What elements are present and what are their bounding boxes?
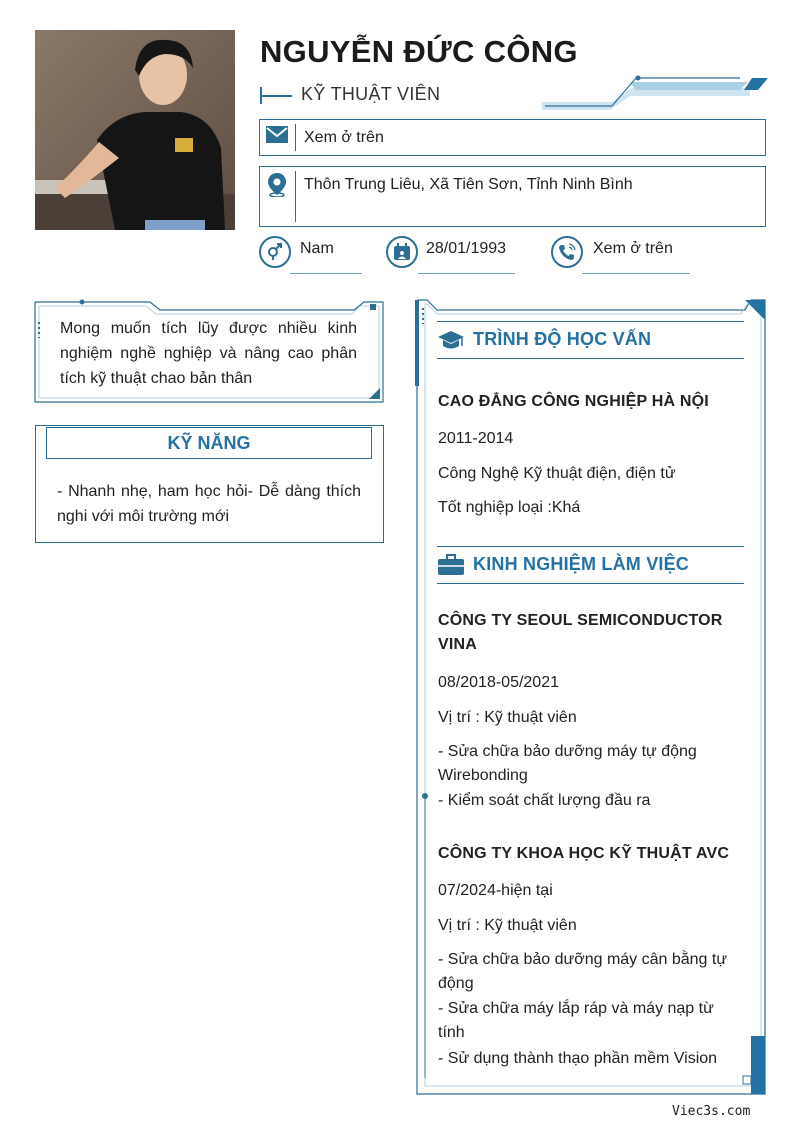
profile-photo xyxy=(35,30,235,230)
job-2-duty-3: - Sử dụng thành thạo phần mềm Vision xyxy=(438,1050,718,1067)
education-title: TRÌNH ĐỘ HỌC VẤN xyxy=(473,329,652,349)
email-row xyxy=(259,119,766,156)
education-school: CAO ĐẲNG CÔNG NGHIỆP HÀ NỘI xyxy=(438,393,709,410)
job-2-company: CÔNG TY KHOA HỌC KỸ THUẬT AVC xyxy=(438,845,730,862)
education-grade: Tốt nghiệp loại :Khá xyxy=(438,499,581,516)
education-period: 2011-2014 xyxy=(438,430,514,447)
envelope-icon xyxy=(260,120,294,143)
job-1-company: CÔNG TY SEOUL SEMICONDUCTOR VINA xyxy=(438,612,723,653)
calendar-icon xyxy=(386,236,418,268)
address-value: Thôn Trung Liêu, Xã Tiên Sơn, Tỉnh Ninh Bình xyxy=(304,176,633,193)
email-value: Xem ở trên xyxy=(304,129,384,146)
email-separator xyxy=(295,124,296,151)
address-row xyxy=(259,166,766,227)
job-2-position: Vị trí : Kỹ thuật viên xyxy=(438,917,577,934)
gender-value: Nam xyxy=(300,240,334,257)
skills-title: KỸ NĂNG xyxy=(46,427,372,459)
job-1-duty-2: - Kiểm soát chất lượng đầu ra xyxy=(438,792,651,809)
job-2-period: 07/2024-hiện tại xyxy=(438,882,553,899)
phone-value: Xem ở trên xyxy=(593,240,673,257)
experience-title: KINH NGHIỆM LÀM VIỆC xyxy=(473,554,690,574)
location-pin-icon xyxy=(260,167,294,197)
candidate-name: NGUYỄN ĐỨC CÔNG xyxy=(260,34,578,69)
address-separator xyxy=(295,171,296,222)
phone-icon xyxy=(551,236,583,268)
birthday-value: 28/01/1993 xyxy=(426,240,507,257)
birthday-underline xyxy=(418,273,515,274)
footer-watermark: Viec3s.com xyxy=(672,1104,751,1119)
phone-underline xyxy=(582,273,690,274)
education-major: Công Nghệ Kỹ thuật điện, điện tử xyxy=(438,465,676,482)
job-1-position: Vị trí : Kỹ thuật viên xyxy=(438,709,577,726)
job-1-period: 08/2018-05/2021 xyxy=(438,674,559,691)
job-2-duty-2: - Sửa chữa máy lắp ráp và máy nạp từ tính xyxy=(438,1000,714,1041)
job-title-line xyxy=(260,95,292,97)
job-title: KỸ THUẬT VIÊN xyxy=(301,84,441,104)
gender-icon xyxy=(259,236,291,268)
education-header xyxy=(437,321,744,359)
skills-text: - Nhanh nhẹ, ham học hỏi- Dễ dàng thích nghi với môi trường mới xyxy=(57,483,361,525)
briefcase-icon xyxy=(437,554,465,576)
graduation-cap-icon xyxy=(437,329,465,351)
gender-underline xyxy=(290,273,362,274)
experience-header xyxy=(437,546,744,584)
job-2-duty-1: - Sửa chữa bảo dưỡng máy cân bằng tự động xyxy=(438,951,728,992)
header-decoration xyxy=(540,74,770,114)
objective-text: Mong muốn tích lũy được nhiều kinh nghiệm nghề nghiệp và nâng cao phân tích kỹ thuật chao bản thân xyxy=(60,320,357,387)
job-1-duty-1: - Sửa chữa bảo dưỡng máy tự động Wirebonding xyxy=(438,743,697,784)
